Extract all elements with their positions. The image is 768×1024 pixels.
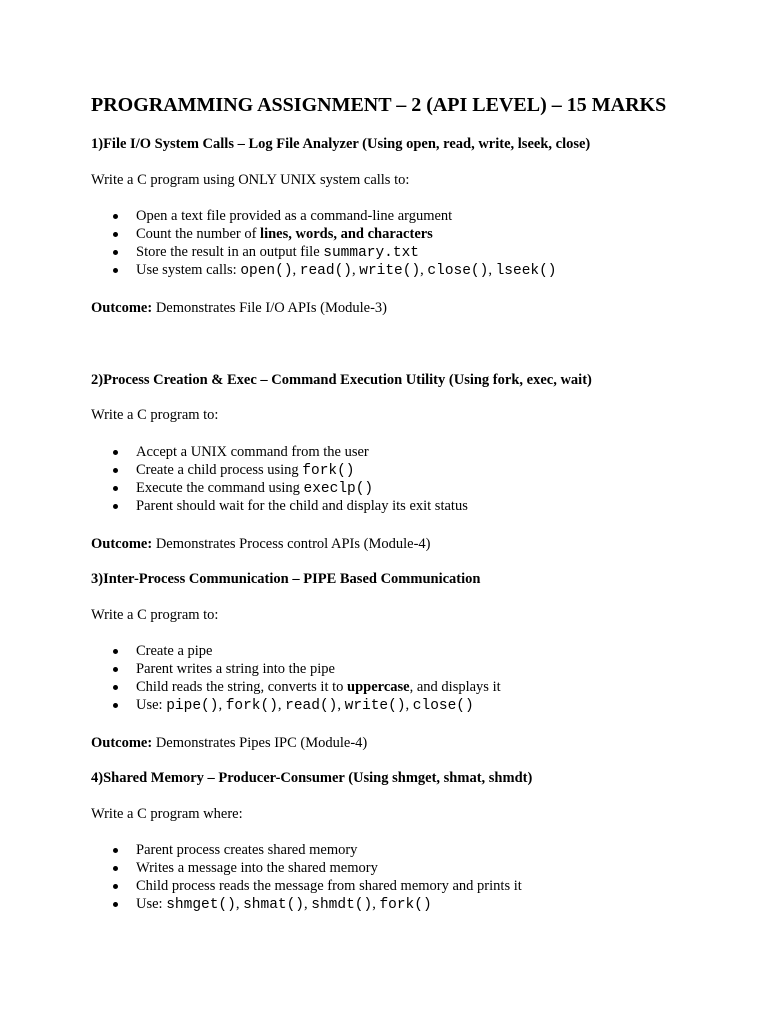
bullet-text: Use system calls: — [136, 262, 241, 278]
code-filename: summary.txt — [323, 245, 419, 261]
bullet-icon — [113, 884, 118, 889]
section-2-bullet-list — [91, 443, 468, 515]
bullet-icon — [113, 232, 118, 237]
outcome-label: Outcome: — [91, 300, 153, 316]
code-call: close() — [412, 698, 474, 714]
code-call: write() — [344, 698, 406, 714]
bullet-icon — [113, 250, 118, 255]
list-item — [91, 243, 557, 261]
code-call: read() — [299, 263, 352, 279]
bullet-icon — [113, 450, 118, 455]
list-item: Use: shmget(), shmat(), shmdt(), fork() — [91, 895, 522, 913]
bullet-text: Execute the command using — [136, 480, 304, 496]
code-call: shmat() — [243, 897, 305, 913]
section-3-bullet-list — [91, 642, 501, 714]
list-item — [91, 877, 522, 895]
section-1-heading: 1)File I/O System Calls – Log File Analyzer (Using open, read, write, lseek, close) — [91, 136, 591, 152]
bullet-text: Create a pipe — [136, 643, 213, 659]
section-4-heading: 4)Shared Memory – Producer-Consumer (Using shmget, shmat, shmdt) — [91, 770, 533, 786]
section-3-outcome — [91, 735, 367, 752]
bullet-icon — [113, 703, 118, 708]
bullet-bold-text: lines, words, and characters — [260, 226, 433, 242]
bullet-icon — [113, 685, 118, 690]
bullet-text: Create a child process using — [136, 462, 303, 478]
bullet-icon — [113, 866, 118, 871]
section-1-bullet-list — [91, 207, 557, 279]
section-1-outcome — [91, 300, 387, 317]
bullet-text: , and displays it — [409, 679, 501, 695]
section-2-outcome — [91, 536, 430, 553]
list-item — [91, 443, 468, 461]
code-call: fork() — [225, 698, 278, 714]
outcome-label: Outcome: — [91, 735, 153, 751]
code-call: fork() — [379, 897, 432, 913]
list-item — [91, 225, 557, 243]
bullet-text: Accept a UNIX command from the user — [136, 444, 369, 460]
page-title: PROGRAMMING ASSIGNMENT – 2 (API LEVEL) – 15 MARKS — [91, 94, 667, 116]
section-3-heading: 3)Inter-Process Communication – PIPE Based Communication — [91, 571, 481, 587]
bullet-text: Use: — [136, 697, 167, 713]
list-item — [91, 859, 522, 877]
section-1-intro: Write a C program using ONLY UNIX system calls to: — [91, 172, 410, 188]
list-item — [91, 660, 501, 678]
section-2-heading: 2)Process Creation & Exec – Command Execution Utility (Using fork, exec, wait) — [91, 372, 592, 388]
bullet-text: Parent process creates shared memory — [136, 842, 358, 858]
list-item — [91, 479, 468, 497]
list-item — [91, 841, 522, 859]
bullet-icon — [113, 504, 118, 509]
list-item — [91, 678, 501, 696]
code-call: open() — [240, 263, 293, 279]
bullet-icon — [113, 468, 118, 473]
bullet-icon — [113, 268, 118, 273]
outcome-text: Demonstrates Pipes IPC (Module-4) — [155, 735, 368, 751]
list-item — [91, 461, 468, 479]
bullet-icon — [113, 848, 118, 853]
code-call: fork() — [302, 463, 355, 479]
code-call: read() — [285, 698, 338, 714]
bullet-text: Parent should wait for the child and display its exit status — [136, 498, 468, 514]
bullet-icon — [113, 214, 118, 219]
bullet-text: Parent writes a string into the pipe — [136, 661, 335, 677]
section-2-intro: Write a C program to: — [91, 407, 219, 423]
section-4-intro: Write a C program where: — [91, 806, 243, 822]
bullet-icon — [113, 649, 118, 654]
code-call: shmdt() — [311, 897, 373, 913]
outcome-text: Demonstrates Process control APIs (Module-4) — [155, 536, 431, 552]
list-item: Use system calls: open(), read(), write(), close(), lseek() — [91, 261, 557, 279]
list-item: Use: pipe(), fork(), read(), write(), close() — [91, 696, 501, 714]
bullet-text: Open a text file provided as a command-line argument — [136, 208, 453, 224]
code-call: shmget() — [166, 897, 236, 913]
code-call: write() — [359, 263, 421, 279]
outcome-label: Outcome: — [91, 536, 153, 552]
list-item — [91, 642, 501, 660]
bullet-text: Child process reads the message from shared memory and prints it — [136, 878, 522, 894]
code-call: lseek() — [495, 263, 557, 279]
section-3-intro: Write a C program to: — [91, 607, 219, 623]
bullet-text: Count the number of — [136, 226, 261, 242]
outcome-text: Demonstrates File I/O APIs (Module-3) — [155, 300, 387, 316]
list-item — [91, 207, 557, 225]
bullet-text: Writes a message into the shared memory — [136, 860, 378, 876]
code-call: pipe() — [166, 698, 219, 714]
code-call: execlp() — [303, 481, 374, 497]
bullet-icon — [113, 667, 118, 672]
bullet-icon — [113, 486, 118, 491]
bullet-text: Use: — [136, 896, 167, 912]
bullet-icon — [113, 902, 118, 907]
bullet-bold-text: uppercase — [347, 679, 410, 695]
list-item — [91, 497, 468, 515]
bullet-text: Child reads the string, converts it to — [136, 679, 348, 695]
code-call: close() — [427, 263, 489, 279]
bullet-text: Store the result in an output file — [136, 244, 324, 260]
section-4-bullet-list — [91, 841, 522, 913]
